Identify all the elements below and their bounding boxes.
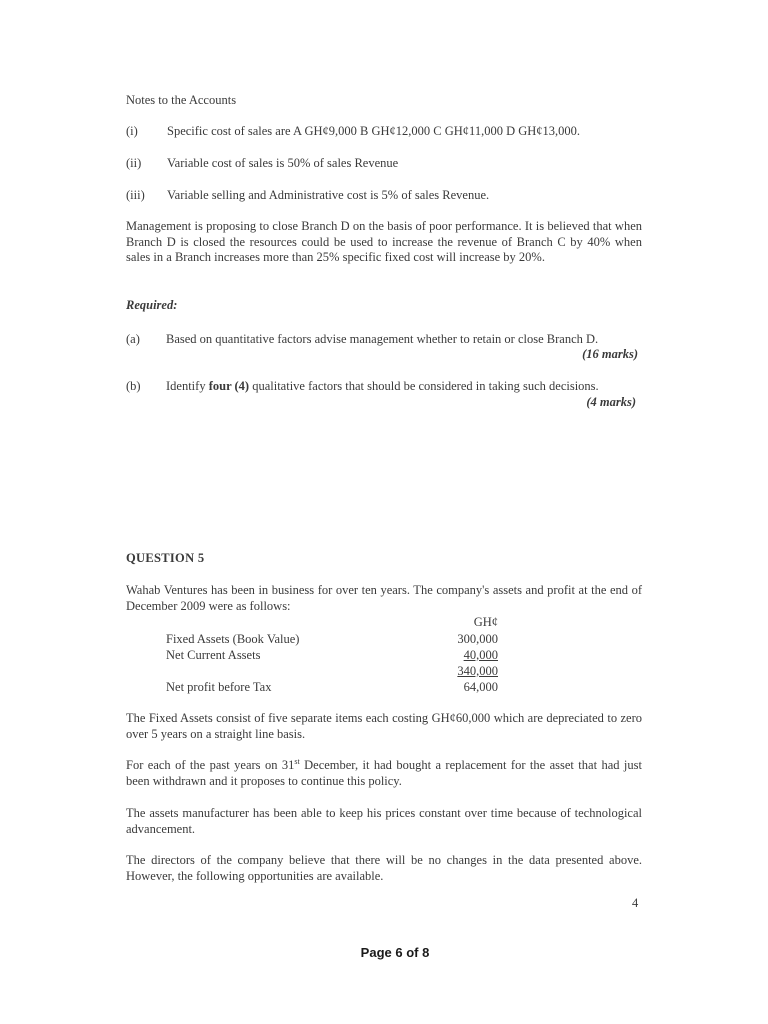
paragraph-manufacturer: The assets manufacturer has been able to keep his prices constant over time because of technological advancement. xyxy=(126,806,642,836)
paragraph-directors: The directors of the company believe that there will be no changes in the data presented above. However, the following opportunities are available. xyxy=(126,853,642,883)
required-a-marks: (16 marks) xyxy=(582,347,638,361)
page-footer: Page 6 of 8 xyxy=(360,945,430,960)
question-5-heading: QUESTION 5 xyxy=(126,551,205,565)
table-row-value-net-current-assets: 40,000 xyxy=(463,648,498,662)
original-page-number: 4 xyxy=(632,896,639,910)
required-label: Required: xyxy=(126,298,178,312)
paragraph-fixed-assets: The Fixed Assets consist of five separate items each costing GH¢60,000 which are depreciated to zero over 5 years on a straight line basis. xyxy=(126,711,642,741)
required-a-text: Based on quantitative factors advise management whether to retain or close Branch D. xyxy=(166,332,599,346)
note-text-2: Variable cost of sales is 50% of sales Revenue xyxy=(167,156,399,170)
note-number-2: (ii) xyxy=(126,156,142,170)
table-row-label-fixed-assets: Fixed Assets (Book Value) xyxy=(166,632,300,646)
currency-header: GH¢ xyxy=(473,615,498,629)
table-row-value-subtotal: 340,000 xyxy=(457,664,498,678)
required-a-number: (a) xyxy=(126,332,140,346)
required-b-text: Identify four (4) qualitative factors that should be considered in taking such decisions. xyxy=(166,379,599,393)
management-paragraph: Management is proposing to close Branch D on the basis of poor performance. It is believed that when Branch D is closed the resources could be used to increase the revenue of Branch C by 40% when sales in a Branch increases more than 25% specific fixed cost will increase by 20%. xyxy=(126,219,642,264)
note-number-1: (i) xyxy=(126,124,138,138)
note-text-3: Variable selling and Administrative cost is 5% of sales Revenue. xyxy=(167,188,490,202)
table-row-value-fixed-assets: 300,000 xyxy=(457,632,498,646)
notes-title: Notes to the Accounts xyxy=(126,93,237,107)
required-b-number: (b) xyxy=(126,379,141,393)
note-number-3: (iii) xyxy=(126,188,145,202)
table-row-value-net-profit: 64,000 xyxy=(463,680,498,694)
paragraph-replacement-policy: For each of the past years on 31st December, it had bought a replacement for the asset that had just been withdrawn and it proposes to continue this policy. xyxy=(126,756,642,788)
question-5-intro: Wahab Ventures has been in business for over ten years. The company's assets and profit at the end of December 2009 were as follows: xyxy=(126,583,642,613)
note-text-1: Specific cost of sales are A GH¢9,000 B GH¢12,000 C GH¢11,000 D GH¢13,000. xyxy=(167,124,581,138)
table-row-label-net-current-assets: Net Current Assets xyxy=(166,648,261,662)
required-b-marks: (4 marks) xyxy=(586,395,636,409)
table-row-label-net-profit: Net profit before Tax xyxy=(166,680,272,694)
